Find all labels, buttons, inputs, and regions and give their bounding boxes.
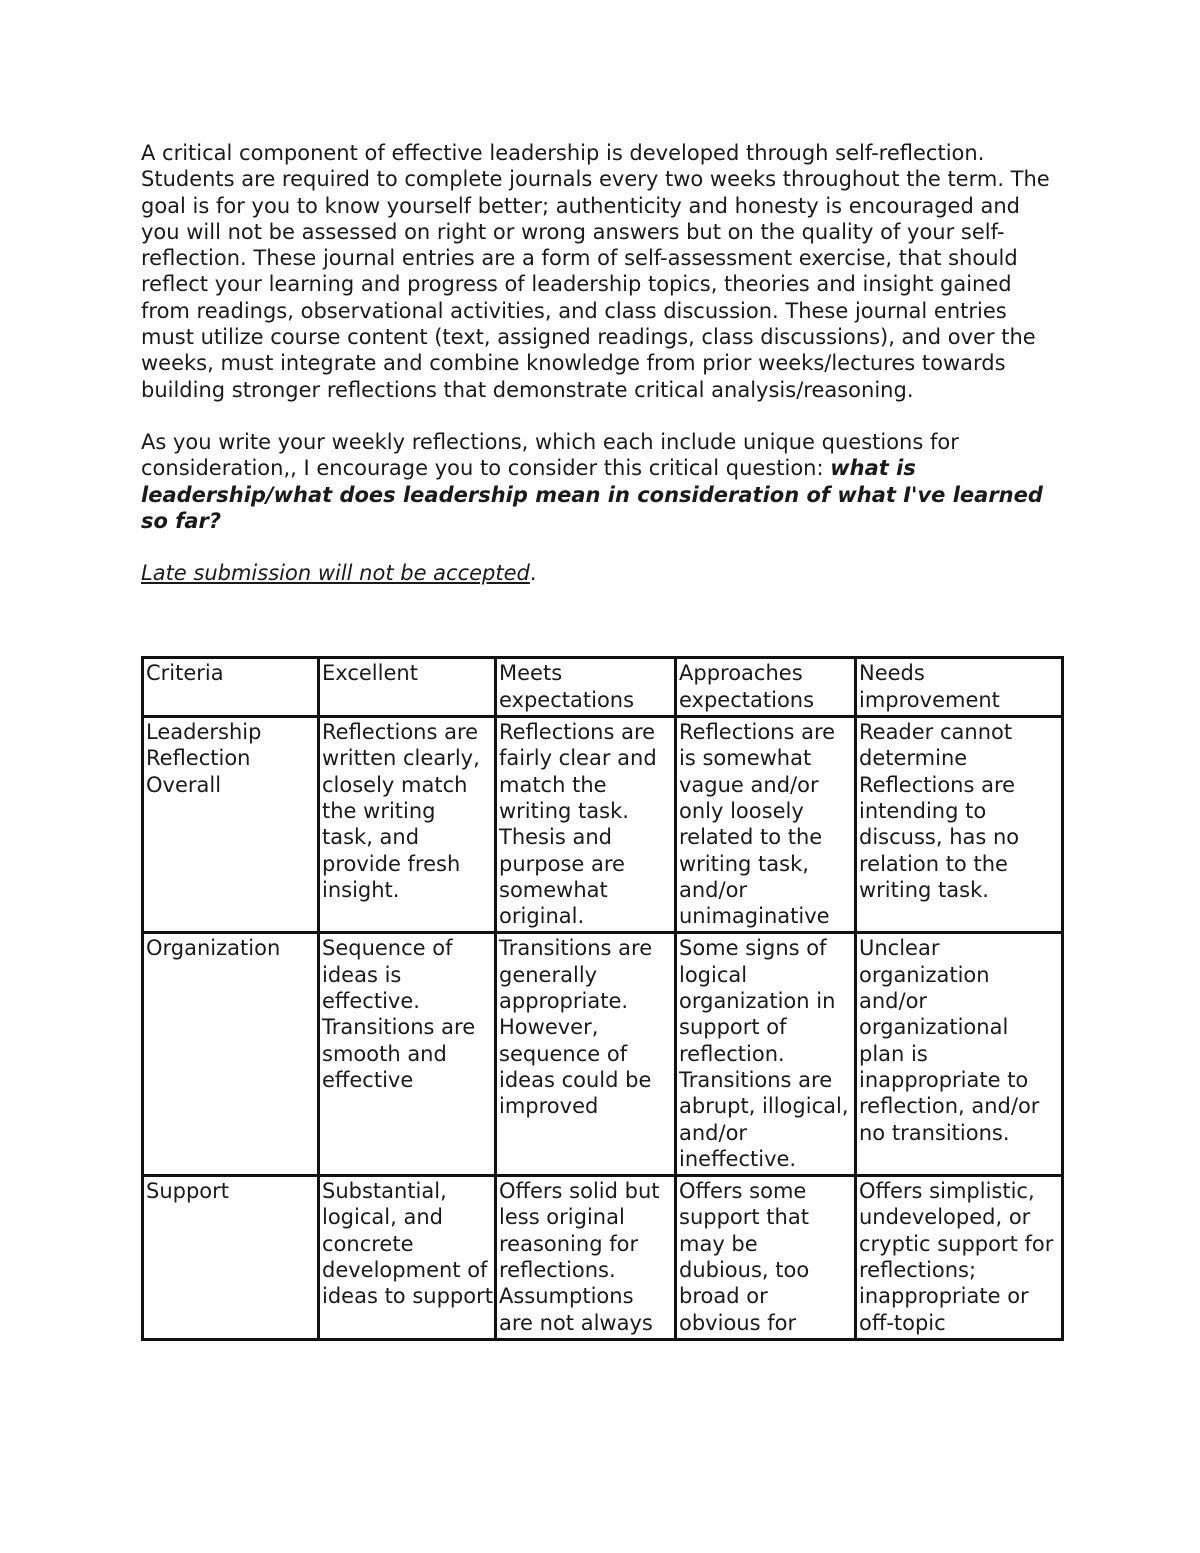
rubric-row-leadership [143,717,1063,933]
cell-criterion: Leadership Reflection Overall [143,717,319,933]
question-lead: As you write your weekly reflections, which each include unique questions for consideration,, I encourage you to consider this critical question: [141,429,959,481]
cell-criterion: Organization [143,933,319,1176]
cell-excellent: Substantial, logical, and concrete development of ideas to support [319,1176,496,1340]
cell-needs: Offers simplistic, undeveloped, or cryptic support for reflections; inappropriate or off-topic [856,1176,1063,1340]
header-needs: Needs improvement [856,658,1063,717]
cell-excellent: Sequence of ideas is effective. Transitions are smooth and effective [319,933,496,1176]
cell-needs: Reader cannot determine Reflections are intending to discuss, has no relation to the writing task. [856,717,1063,933]
cell-meets: Reflections are fairly clear and match the writing task. Thesis and purpose are somewhat original. [496,717,676,933]
rubric-row-support [143,1176,1063,1340]
header-meets: Meets expectations [496,658,676,717]
intro-paragraph: A critical component of effective leadership is developed through self-reflection. Students are required to complete journals every two weeks throughout the term. The goal is for you to know yourself better; authenticity and honesty is encouraged and you will not be assessed on right or wrong answers but on the quality of your self-reflection. These journal entries are a form of self-assessment exercise, that should reflect your learning and progress of leadership topics, theories and insight gained from readings, observational activities, and class discussion. These journal entries must utilize course content (text, assigned readings, class discussions), and over the weeks, must integrate and combine knowledge from prior weeks/lectures towards building stronger reflections that demonstrate critical analysis/reasoning. [141,141,1050,402]
cell-excellent: Reflections are written clearly, closely match the writing task, and provide fresh insight. [319,717,496,933]
critical-question: what is leadership/what does leadership mean in consideration of what I've learned so far? [141,456,1043,533]
rubric-table [141,656,1064,1340]
header-criteria: Criteria [143,658,319,717]
spacer [141,586,1061,656]
cell-needs: Unclear organization and/or organizational plan is inappropriate to reflection, and/or no transitions. [856,933,1063,1176]
document-page [141,140,1061,1341]
question-paragraph [141,429,1061,534]
rubric-header-row [143,658,1063,717]
rubric-row-organization [143,933,1063,1176]
cell-meets: Transitions are generally appropriate. However, sequence of ideas could be improved [496,933,676,1176]
late-policy-text: Late submission will not be accepted [141,561,530,586]
cell-meets: Offers solid but less original reasoning for reflections. Assumptions are not always [496,1176,676,1340]
late-policy [141,560,1061,586]
header-excellent: Excellent [319,658,496,717]
cell-approaches: Offers some support that may be dubious, too broad or obvious for [676,1176,856,1340]
cell-approaches: Reflections are is somewhat vague and/or only loosely related to the writing task, and/or unimaginative [676,717,856,933]
header-approaches: Approaches expectations [676,658,856,717]
late-policy-end: . [529,561,537,586]
cell-criterion: Support [143,1176,319,1340]
cell-approaches: Some signs of logical organization in support of reflection. Transitions are abrupt, illogical, and/or ineffective. [676,933,856,1176]
